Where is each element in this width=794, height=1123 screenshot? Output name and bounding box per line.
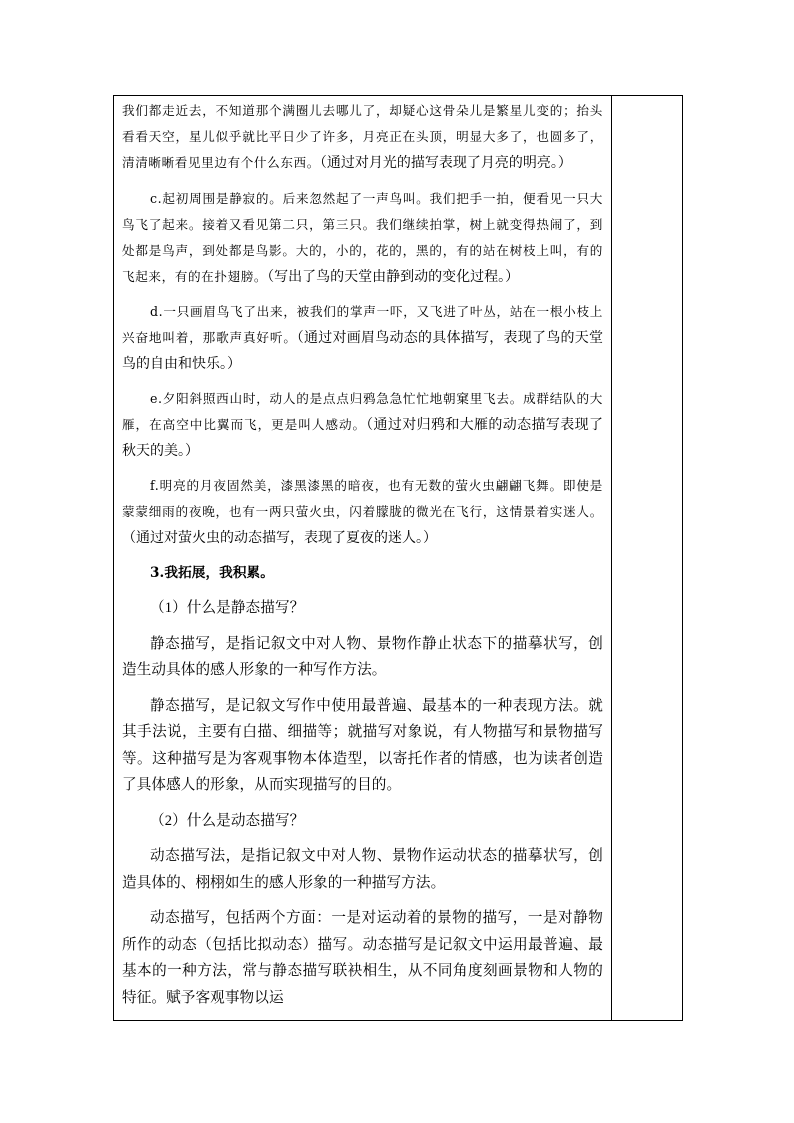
excerpt-text: d.一只画眉鸟飞了出来，被我们的掌声一吓，又飞进了叶丛，站在一根小枝上兴奋地叫着，那歌声真好听。: [122, 304, 603, 345]
content-area: [114, 96, 611, 1011]
excerpt-note: （写出了鸟的天堂由静到动的变化过程。）: [267, 269, 520, 285]
dynamic-explanation: 动态描写，包括两个方面：一是对运动着的景物的描写，一是对静物所作的动态（包括比拟动态）描写。动态描写是记叙文中运用最普遍、最基本的一种方法，常与静态描写联袂相生，从不同角度刻画景物和人物的特征。赋予客观事物以运: [122, 910, 603, 1006]
static-explanation: 静态描写，是记叙文写作中使用最普遍、最基本的一种表现方法。就其手法说，主要有白描、细描等；就描写对象说，有人物描写和景物描写等。这种描写是为客观事物本体造型，以寄托作者的情感，也为读者创造了具体感人的形象，从而实现描写的目的。: [122, 697, 603, 793]
excerpt-note: （通过对画眉鸟动态的具体描写，表现了鸟的天堂鸟的自由和快乐。）: [122, 330, 603, 372]
question-dynamic: （2）什么是动态描写？: [150, 812, 305, 829]
dynamic-definition: 动态描写法，是指记叙文中对人物、景物作运动状态的描摹状写，创造具体的、栩栩如生的感人形象的一种描写方法。: [122, 848, 603, 891]
notes-cell: [612, 96, 683, 1021]
section-heading: 3.我拓展，我积累。: [150, 565, 274, 581]
excerpt-paragraph-moon: [122, 98, 603, 176]
excerpt-paragraph-d: [122, 299, 603, 377]
excerpt-note: （通过对归鸦和大雁的动态描写表现了秋天的美。）: [122, 417, 603, 459]
excerpt-text: f.明亮的月夜固然美，漆黑漆黑的暗夜，也有无数的萤火虫翩翩飞舞。即使是蒙蒙细雨的夜晚，也有一两只萤火虫，闪着朦胧的微光在飞行，这情景着实迷人。: [122, 478, 603, 519]
content-cell: [114, 96, 612, 1021]
excerpt-paragraph-f: [122, 473, 603, 551]
excerpt-text: c.起初周围是静寂的。后来忽然起了一声鸟叫。我们把手一拍，便看见一只大鸟飞了起来。接着又看见第二只，第三只。我们继续拍掌，树上就变得热闹了，到处都是鸟声，到处都是鸟影。大的，小的，花的，黑的，有的站在树枝上叫，有的飞起来，有的在扑翅膀。: [122, 191, 603, 284]
static-definition: 静态描写，是指记叙文中对人物、景物作静止状态下的描摹状写，创造生动具体的感人形象的一种写作方法。: [122, 635, 603, 678]
question-static: （1）什么是静态描写？: [150, 600, 305, 616]
lesson-table: [113, 95, 683, 1021]
excerpt-note: （通过对萤火虫的动态描写，表现了夏夜的迷人。）: [122, 530, 437, 546]
excerpt-paragraph-c: [122, 186, 603, 290]
excerpt-text: e.夕阳斜照西山时，动人的是点点归鸦急急忙忙地朝窠里飞去。成群结队的大雁，在高空中比翼而飞，更是叫人感动。: [122, 391, 603, 432]
excerpt-note: （通过对月光的描写表现了月亮的明亮。）: [319, 155, 572, 171]
excerpt-text: 我们都走近去，不知道那个满圈儿去哪儿了，却疑心这骨朵儿是繁星儿变的；抬头看看天空，星儿似乎就比平日少了许多，月亮正在头顶，明显大多了，也圆多了，清清晰晰看见里边有个什么东西。: [122, 103, 603, 170]
excerpt-paragraph-e: [122, 386, 603, 464]
